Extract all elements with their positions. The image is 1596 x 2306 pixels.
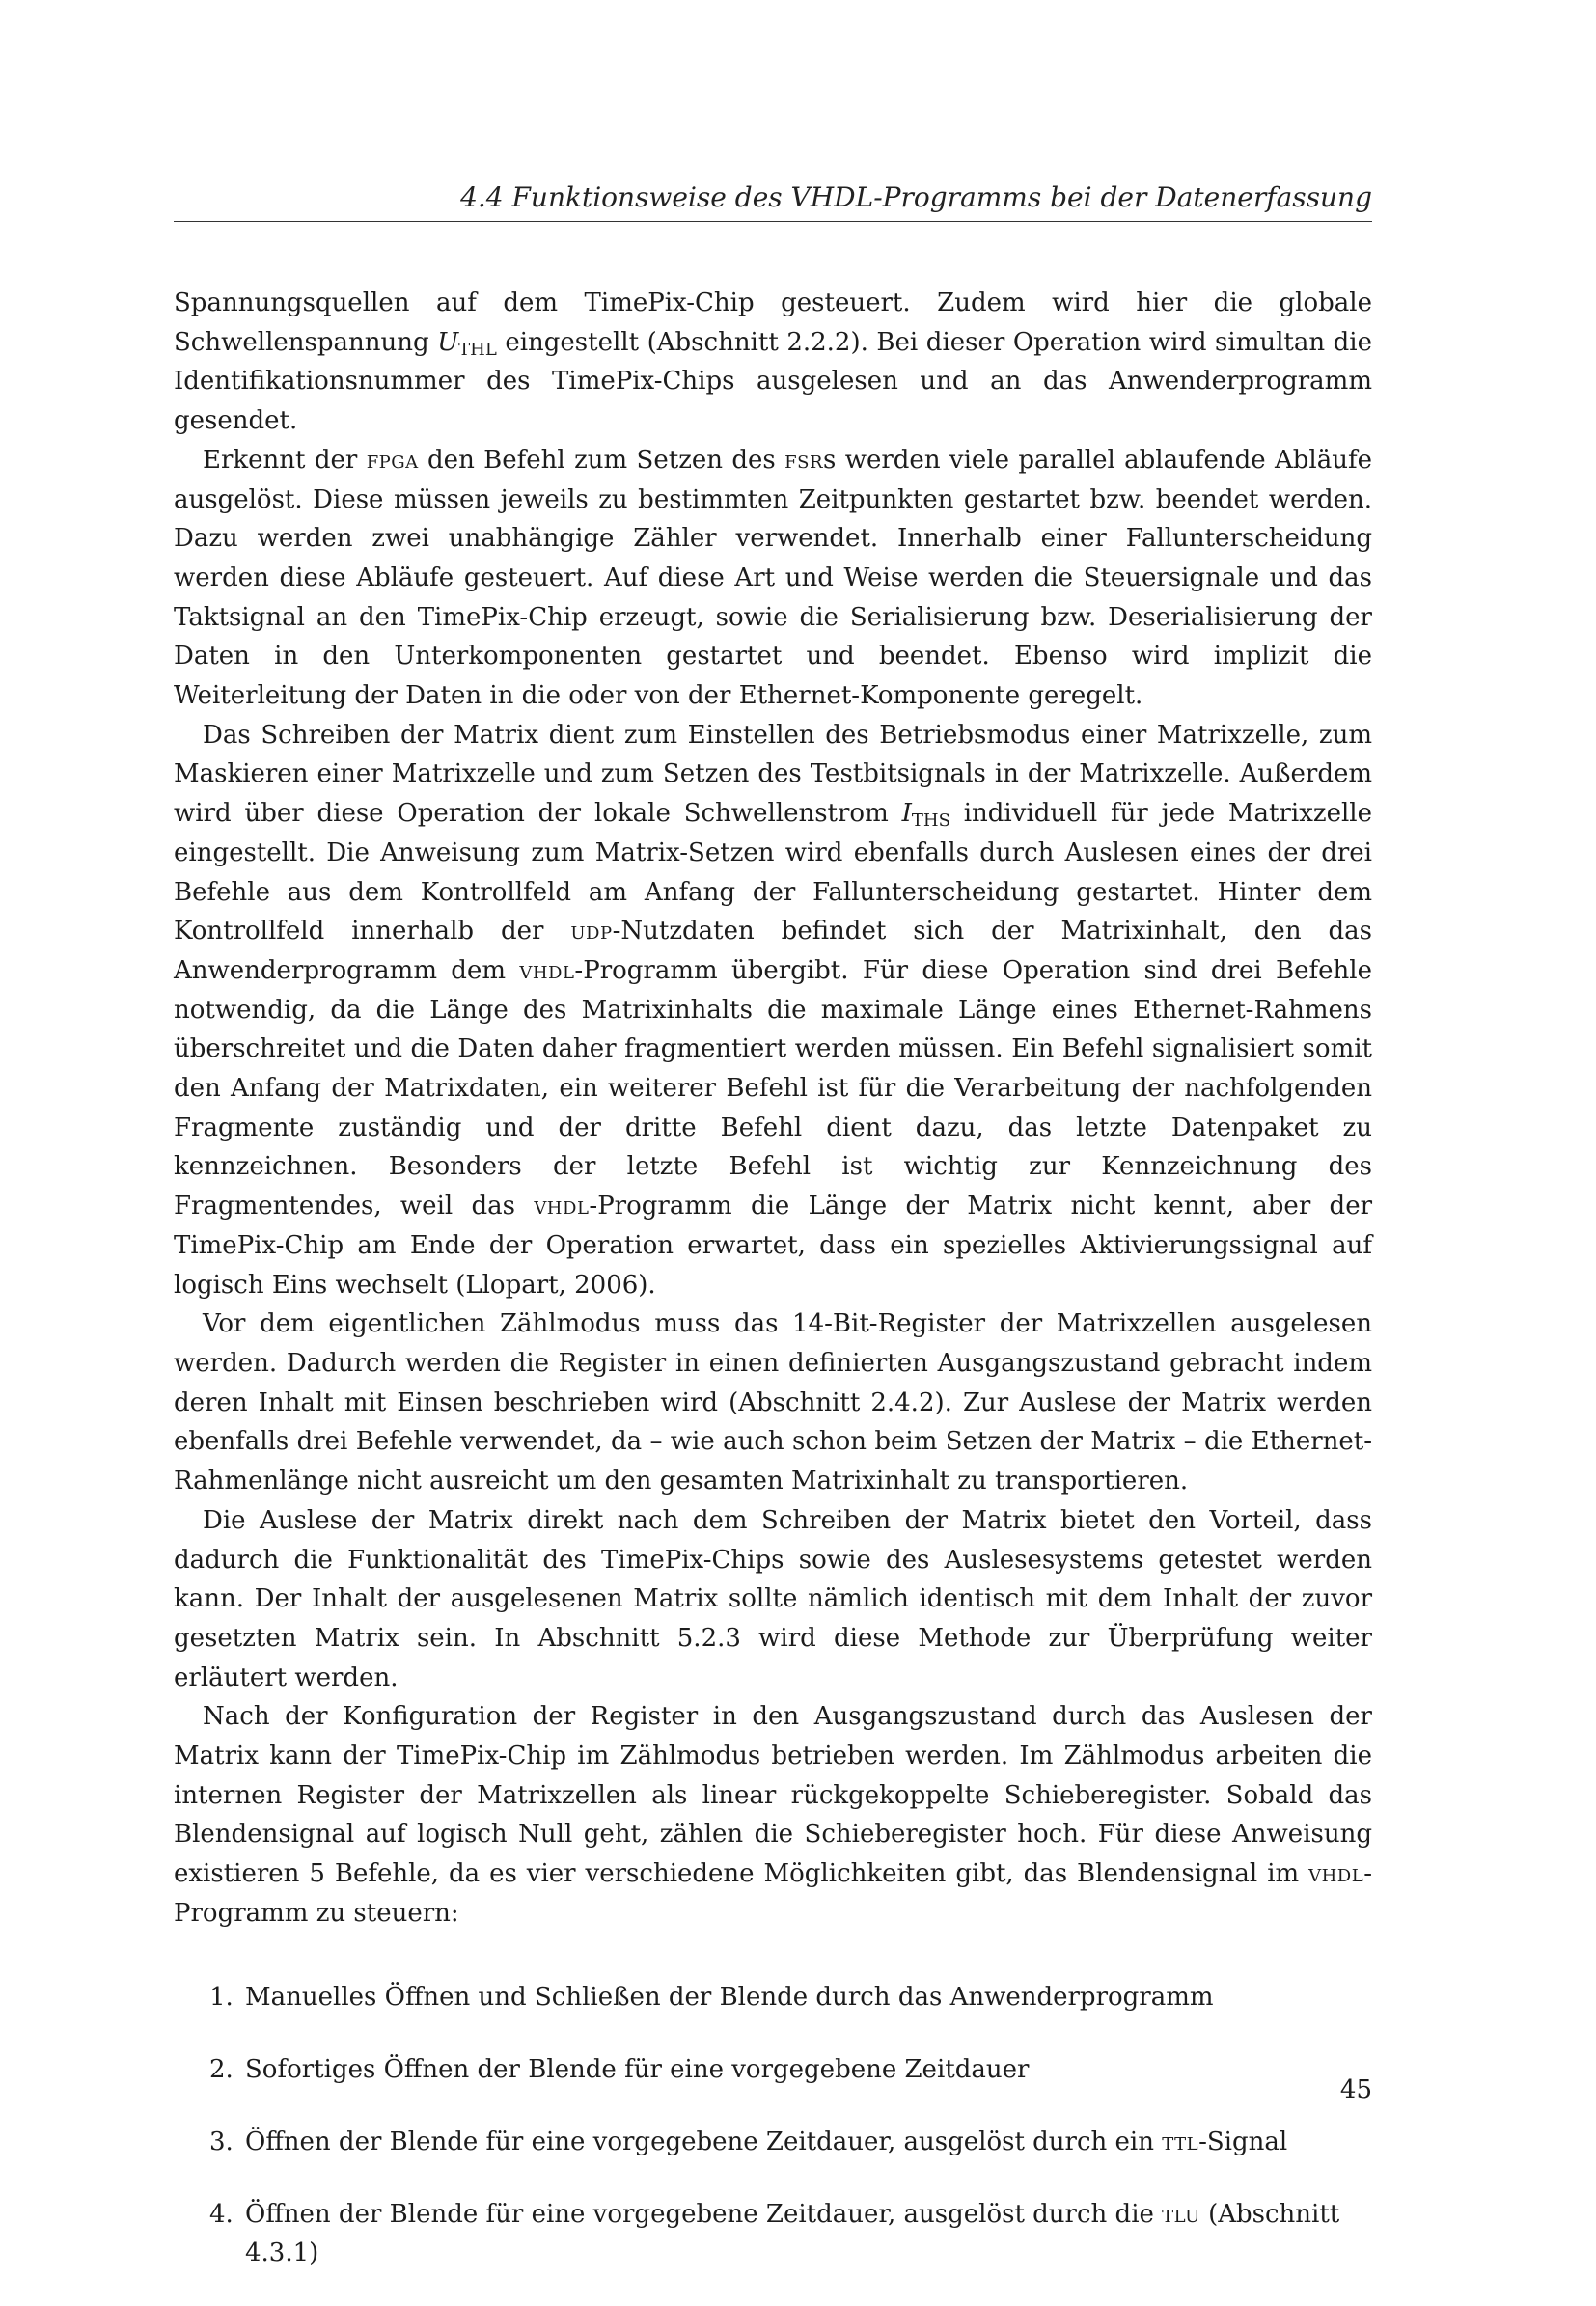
acronym-fpga: fpga bbox=[366, 445, 419, 475]
header-rule bbox=[174, 221, 1372, 222]
body-text bbox=[174, 284, 1372, 2306]
acronym-vhdl: vhdl bbox=[1308, 1859, 1364, 1889]
list-item: 2. Sofortiges Öffnen der Blende für eine vorgegebene Zeitdauer bbox=[209, 2054, 1030, 2084]
shutter-modes-list bbox=[174, 1978, 1372, 2272]
list-item: 3. Öffnen der Blende für eine vorgegebene Zeitdauer, ausgelöst durch ein ttl-Signal bbox=[209, 2127, 1288, 2156]
acronym-vhdl: vhdl bbox=[534, 1192, 590, 1222]
paragraph-1: Spannungsquellen auf dem TimePix-Chip gesteuert. Zudem wird hier die globale Schwellenspannung $U_{THL}$ eingestellt (Abschnitt 2.2.2). Bei dieser Operation wird simultan die Identifikationsnummer des TimePix-Chips ausgelesen und an das Anwenderprogramm gesendet. bbox=[174, 288, 1372, 436]
acronym-ttl: ttl bbox=[1162, 2127, 1199, 2156]
paragraph-3: Das Schreiben der Matrix dient zum Einstellen des Betriebsmodus einer Matrixzelle, zum Maskieren einer Matrixzelle und zum Setzen des Testbitsignals in der Matrixzelle. Außerdem wird über diese Operation der lokale Schwellenstrom $I_{THS}$ individuell für jede Matrixzelle eingestellt. Die Anweisung zum Matrix-Setzen wird ebenfalls durch Auslesen eines der drei Befehle aus dem Kontrollfeld am Anfang der Fallunterscheidung gestartet. Hinter dem Kontrollfeld innerhalb der udp-Nutzdaten befindet sich der Matrixinhalt, den das Anwenderprogramm dem vhdl-Programm übergibt. Für diese Operation sind drei Befehle notwendig, da die Länge des Matrixinhalts die maximale Länge eines Ethernet-Rahmens überschreitet und die Daten daher fragmentiert werden müssen. Ein Befehl signalisiert somit den Anfang der Matrixdaten, ein weiterer Befehl ist für die Verarbeitung der nachfolgenden Fragmente zuständig und der dritte Befehl dient dazu, das letzte Datenpaket zu kennzeichnen. Besonders der letzte Befehl ist wichtig zur Kennzeichnung des Fragmentendes, weil das vhdl-Programm die Länge der Matrix nicht kennt, aber der TimePix-Chip am Ende der Operation erwartet, dass ein spezielles Aktivierungssignal auf logisch Eins wechselt (Llopart, 2006). bbox=[174, 720, 1373, 1300]
acronym-fsr: fsr bbox=[784, 445, 824, 475]
acronym-udp: udp bbox=[570, 917, 613, 947]
running-header: 4.4 Funktionsweise des VHDL-Programms bei der Datenerfassung bbox=[460, 181, 1372, 213]
acronym-tlu: tlu bbox=[1162, 2199, 1200, 2229]
symbol-i-ths: $I_{THS}$ bbox=[901, 799, 950, 832]
paragraph-4: Vor dem eigentlichen Zählmodus muss das 14-Bit-Register der Matrixzellen ausgelesen werden. Dadurch werden die Register in einen definierten Ausgangszustand gebracht indem deren Inhalt mit Einsen beschrieben wird (Abschnitt 2.4.2). Zur Auslese der Matrix werden ebenfalls drei Befehle verwendet, da – wie auch schon beim Setzen der Matrix – die Ethernet-Rahmenlänge nicht ausreicht um den gesamten Matrixinhalt zu transportieren. bbox=[174, 1309, 1372, 1496]
list-item: 4. Öffnen der Blende für eine vorgegebene Zeitdauer, ausgelöst durch die tlu (Abschnitt 4.3.1) bbox=[209, 2199, 1340, 2267]
symbol-u-thl: $U_{THL}$ bbox=[437, 327, 497, 360]
paragraph-2: Erkennt der fpga den Befehl zum Setzen des fsrs werden viele parallel ablaufende Abläufe ausgelöst. Diese müssen jeweils zu bestimmten Zeitpunkten gestartet bzw. beendet werden. Dazu werden zwei unabhängige Zähler verwendet. Innerhalb einer Fallunterscheidung werden diese Abläufe gesteuert. Auf diese Art und Weise werden die Steuersignale und das Taktsignal an den TimePix-Chip erzeugt, sowie die Serialisierung bzw. Deserialisierung der Daten in den Unterkomponenten gestartet und beendet. Ebenso wird implizit die Weiterleitung der Daten in die oder von der Ethernet-Komponente geregelt. bbox=[174, 445, 1373, 711]
page-number: 45 bbox=[1339, 2075, 1372, 2104]
paragraph-5: Die Auslese der Matrix direkt nach dem Schreiben der Matrix bietet den Vorteil, dass dadurch die Funktionalität des TimePix-Chips sowie des Auslesesystems getestet werden kann. Der Inhalt der ausgelesenen Matrix sollte nämlich identisch mit dem Inhalt der zuvor gesetzten Matrix sein. In Abschnitt 5.2.3 wird diese Methode zur Überprüfung weiter erläutert werden. bbox=[174, 1505, 1372, 1692]
acronym-vhdl: vhdl bbox=[519, 955, 575, 985]
list-item: 1. Manuelles Öffnen und Schließen der Blende durch das Anwenderprogramm bbox=[209, 1982, 1214, 2012]
paragraph-6: Nach der Konfiguration der Register in den Ausgangszustand durch das Auslesen der Matrix kann der TimePix-Chip im Zählmodus betrieben werden. Im Zählmodus arbeiten die internen Register der Matrixzellen als linear rückgekoppelte Schieberegister. Sobald das Blendensignal auf logisch Null geht, zählen die Schieberegister hoch. Für diese Anweisung existieren 5 Befehle, da es vier verschiedene Möglichkeiten gibt, das Blendensignal im vhdl-Programm zu steuern: bbox=[174, 1702, 1372, 1928]
